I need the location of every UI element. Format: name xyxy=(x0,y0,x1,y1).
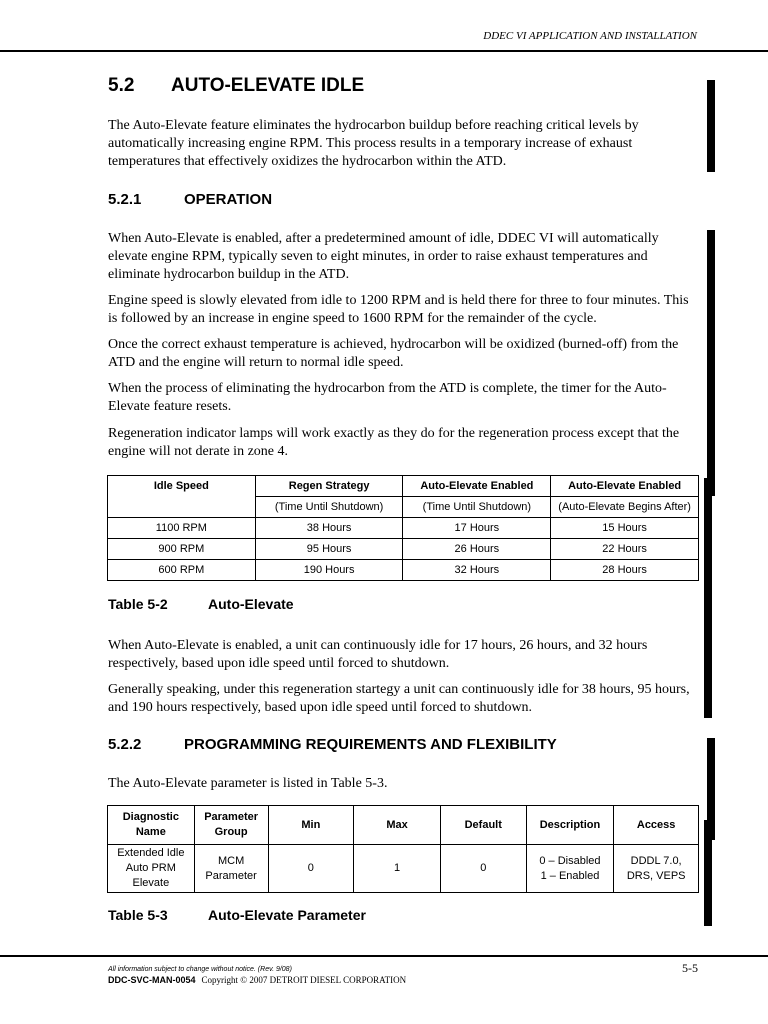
table-cell: 0 xyxy=(440,845,526,893)
column-header: Diagnostic Name xyxy=(108,806,195,845)
operation-paragraph: When the process of eliminating the hydrocarbon from the ATD is complete, the timer for the Auto-Elevate feature resets. xyxy=(108,381,667,414)
column-header: Description xyxy=(526,806,614,845)
table-cell: 22 Hours xyxy=(551,539,699,560)
column-header: Auto-Elevate Enabled xyxy=(551,476,699,497)
caption-title: Auto-Elevate xyxy=(208,596,294,612)
table-caption xyxy=(108,907,366,923)
table-cell: 32 Hours xyxy=(403,560,551,581)
operation-paragraph: Engine speed is slowly elevated from idle to 1200 RPM and is held there for three to four minutes. This is followed by an increase in engine speed to 1600 RPM for the remainder of the cycle. xyxy=(108,293,689,326)
column-header: Default xyxy=(440,806,526,845)
copyright: Copyright © 2007 DETROIT DIESEL CORPORATION xyxy=(201,975,407,985)
change-bar xyxy=(707,80,715,172)
change-bar xyxy=(704,478,712,718)
operation-paragraph: Once the correct exhaust temperature is achieved, hydrocarbon will be oxidized (burned-off) from the ATD and the engine will return to normal idle speed. xyxy=(108,337,679,370)
table-cell: 28 Hours xyxy=(551,560,699,581)
table-header-row xyxy=(108,476,699,497)
table-row xyxy=(108,539,699,560)
table-cell: 190 Hours xyxy=(255,560,403,581)
caption-number: Table 5-3 xyxy=(108,907,168,923)
column-header: Access xyxy=(614,806,699,845)
caption-number: Table 5-2 xyxy=(108,596,168,612)
subsection-title: PROGRAMMING REQUIREMENTS AND FLEXIBILITY xyxy=(184,736,557,753)
subsection-title: OPERATION xyxy=(184,191,273,208)
programming-heading xyxy=(108,736,557,753)
section-number: 5.2 xyxy=(108,75,135,96)
table-cell: 15 Hours xyxy=(551,518,699,539)
table-cell: 0 – Disabled 1 – Enabled xyxy=(526,845,614,893)
document-number: DDC-SVC-MAN-0054 xyxy=(108,975,196,985)
section-heading xyxy=(108,75,364,97)
caption-title: Auto-Elevate Parameter xyxy=(208,907,366,923)
column-header: Idle Speed xyxy=(108,476,256,518)
footer-document-line xyxy=(108,975,406,985)
body-paragraph: When Auto-Elevate is enabled, a unit can continuously idle for 17 hours, 26 hours, and 32 hours respectively, based upon idle speed until forced to shutdown. xyxy=(108,638,648,671)
body-paragraph: Generally speaking, under this regeneration startegy a unit can continuously idle for 38 hours, 95 hours, and 190 hours respectively, based upon idle speed until forced to shutdown. xyxy=(108,682,690,715)
table-cell: 95 Hours xyxy=(255,539,403,560)
table-caption xyxy=(108,596,294,612)
column-header: Auto-Elevate Enabled xyxy=(403,476,551,497)
table-cell: 17 Hours xyxy=(403,518,551,539)
operation-paragraph: When Auto-Elevate is enabled, after a predetermined amount of idle, DDEC VI will automatically elevate engine RPM, typically seven to eight minutes, in order to raise exhaust temperatures and eliminate hydrocarbon buildup in the ATD. xyxy=(108,231,659,282)
table-cell: 900 RPM xyxy=(108,539,256,560)
header-rule xyxy=(0,50,768,52)
table-cell: 1 xyxy=(354,845,441,893)
table-cell: Extended Idle Auto PRM Elevate xyxy=(108,845,195,893)
column-header: Max xyxy=(354,806,441,845)
column-subheader: (Time Until Shutdown) xyxy=(403,497,551,518)
column-header: Min xyxy=(268,806,354,845)
intro-paragraph: The Auto-Elevate feature eliminates the hydrocarbon buildup before reaching critical levels by automatically increasing engine RPM. This process results in a temporary increase of exhaust temperatures that effectively oxidizes the hydrocarbon within the ATD. xyxy=(108,118,639,169)
operation-heading xyxy=(108,191,272,208)
column-header: Regen Strategy xyxy=(255,476,403,497)
table-cell: 1100 RPM xyxy=(108,518,256,539)
running-header: DDEC VI APPLICATION AND INSTALLATION xyxy=(483,30,697,42)
auto-elevate-table xyxy=(107,475,699,581)
operation-paragraph: Regeneration indicator lamps will work exactly as they do for the regeneration process except that the engine will not derate in zone 4. xyxy=(108,426,680,459)
table-cell: MCM Parameter xyxy=(194,845,268,893)
column-subheader: (Time Until Shutdown) xyxy=(255,497,403,518)
table-cell: 600 RPM xyxy=(108,560,256,581)
table-row xyxy=(108,845,699,893)
table-row xyxy=(108,560,699,581)
change-bar xyxy=(707,230,715,496)
column-subheader: (Auto-Elevate Begins After) xyxy=(551,497,699,518)
column-header: Parameter Group xyxy=(194,806,268,845)
page-number: 5-5 xyxy=(682,961,698,975)
table-row xyxy=(108,518,699,539)
subsection-number: 5.2.1 xyxy=(108,191,142,208)
table-cell: 38 Hours xyxy=(255,518,403,539)
table-header-row xyxy=(108,806,699,845)
footer-notice: All information subject to change without notice. (Rev. 9/08) xyxy=(108,966,292,973)
section-title: AUTO-ELEVATE IDLE xyxy=(171,75,365,96)
body-paragraph: The Auto-Elevate parameter is listed in Table 5-3. xyxy=(108,776,388,791)
footer-rule xyxy=(0,955,768,957)
table-cell: 26 Hours xyxy=(403,539,551,560)
subsection-number: 5.2.2 xyxy=(108,736,142,753)
table-cell: DDDL 7.0, DRS, VEPS xyxy=(614,845,699,893)
change-bar xyxy=(704,820,712,926)
table-cell: 0 xyxy=(268,845,354,893)
auto-elevate-parameter-table xyxy=(107,805,699,893)
